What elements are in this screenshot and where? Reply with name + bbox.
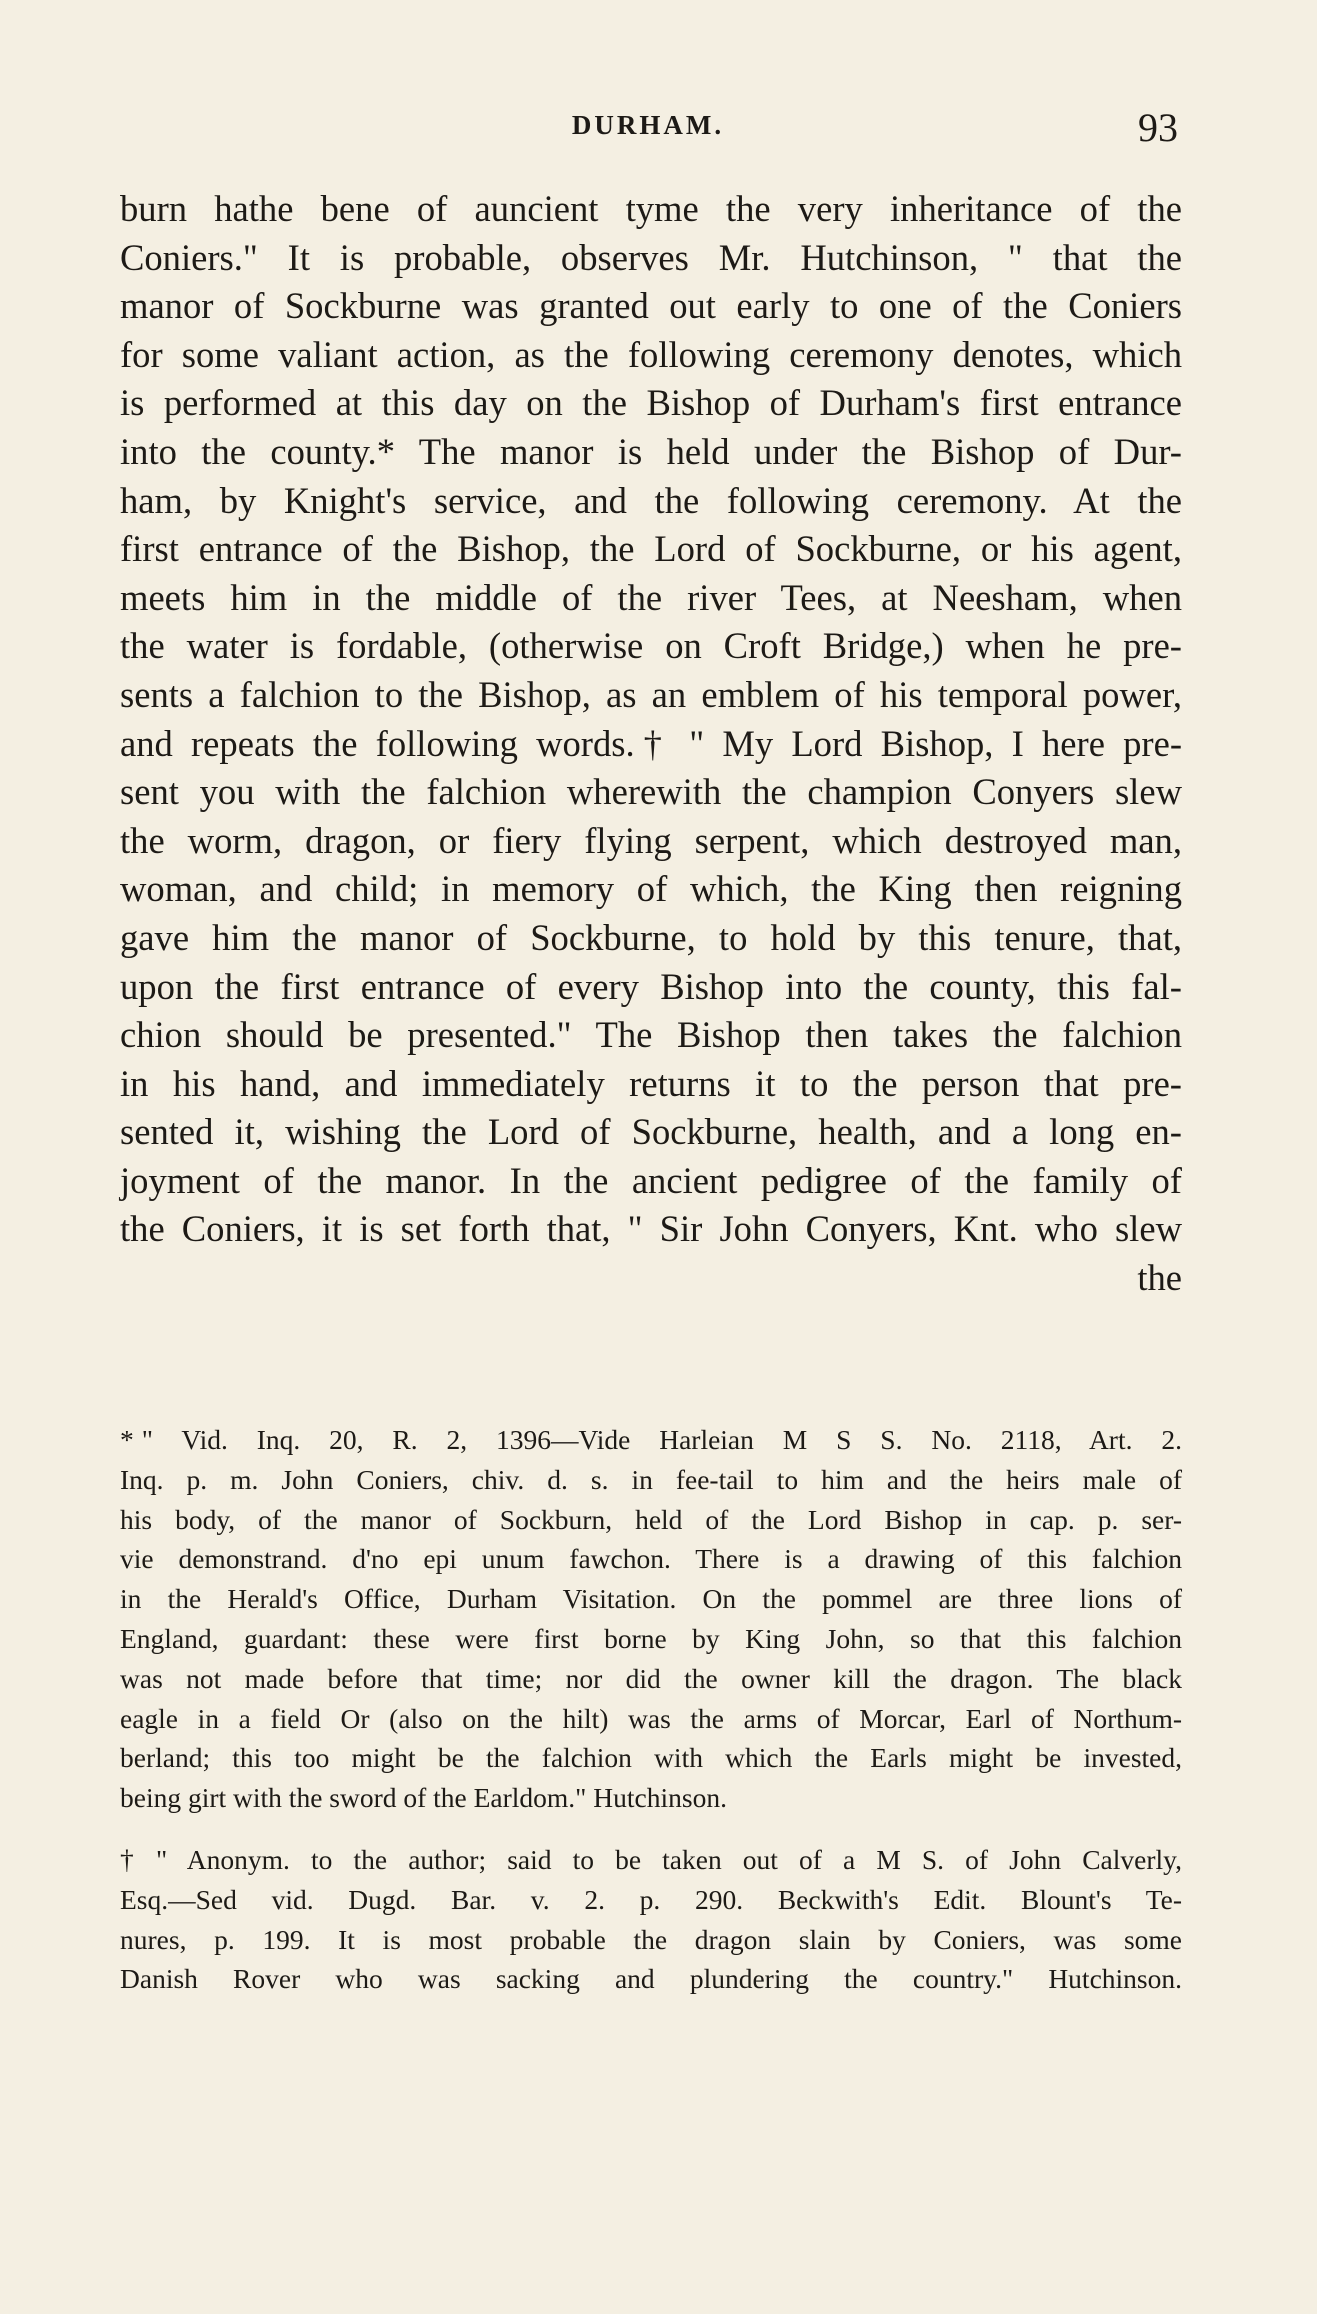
text-line: into the county.* The manor is held under the Bishop of Dur-: [120, 430, 1182, 472]
text-line: the Coniers, it is set forth that, " Sir John Conyers, Knt. who slew: [120, 1208, 1182, 1250]
text-line: for some valiant action, as the following ceremony denotes, which: [120, 333, 1182, 375]
text-line: manor of Sockburne was granted out early to one of the Coniers: [120, 285, 1182, 327]
text-line: gave him the manor of Sockburne, to hold by this tenure, that,: [120, 916, 1182, 958]
footnote-mark: *: [120, 1424, 134, 1455]
text-line: the worm, dragon, or fiery flying serpent, which destroyed man,: [120, 819, 1182, 861]
catchword: the: [1137, 1257, 1182, 1299]
footnote-line: " Anonym. to the author; said to be taken out of a M S. of John Calverly,: [155, 1843, 1182, 1875]
text-line: ham, by Knight's service, and the following ceremony. At the: [120, 479, 1182, 521]
footnote-line: berland; this too might be the falchion with which the Earls might be invested,: [120, 1742, 1182, 1774]
footnote-line: his body, of the manor of Sockburn, held of the Lord Bishop in cap. p. ser-: [120, 1503, 1182, 1535]
text-line: is performed at this day on the Bishop of Durham's first entrance: [120, 382, 1182, 424]
page-header: [0, 105, 1317, 150]
footnote-mark: †: [120, 1843, 148, 1875]
text-line: sent you with the falchion wherewith the champion Conyers slew: [120, 771, 1182, 813]
footnote-line: Danish Rover who was sacking and plundering the country." Hutchinson.: [120, 1963, 1182, 1995]
text-line: meets him in the middle of the river Tees, at Neesham, when: [120, 576, 1182, 618]
text-line: the water is fordable, (otherwise on Croft Bridge,) when he pre-: [120, 625, 1182, 667]
footnote-line: nures, p. 199. It is most probable the dragon slain by Coniers, was some: [120, 1923, 1182, 1955]
text-line: woman, and child; in memory of which, the King then reigning: [120, 868, 1182, 910]
text-line: joyment of the manor. In the ancient pedigree of the family of: [120, 1159, 1182, 1201]
text-line: first entrance of the Bishop, the Lord of Sockburne, or his agent,: [120, 528, 1182, 570]
text-line: upon the first entrance of every Bishop into the county, this fal-: [120, 965, 1182, 1007]
footnotes: [120, 1420, 1182, 2021]
footnote-line: Esq.—Sed vid. Dugd. Bar. v. 2. p. 290. Beckwith's Edit. Blount's Te-: [120, 1883, 1182, 1915]
footnote-line: " Vid. Inq. 20, R. 2, 1396—Vide Harleian M S S. No. 2118, Art. 2.: [141, 1424, 1182, 1455]
text-line: sents a falchion to the Bishop, as an emblem of his temporal power,: [120, 673, 1182, 715]
footnote-line: England, guardant: these were first borne by King John, so that this falchion: [120, 1622, 1182, 1654]
footnote-line: Inq. p. m. John Coniers, chiv. d. s. in fee-tail to him and the heirs male of: [120, 1463, 1182, 1495]
footnote-line: was not made before that time; nor did the owner kill the dragon. The black: [120, 1662, 1182, 1694]
running-head: DURHAM.: [571, 110, 725, 140]
text-line: sented it, wishing the Lord of Sockburne, health, and a long en-: [120, 1111, 1182, 1153]
page-number: 93: [1138, 105, 1178, 150]
footnote-line: being girt with the sword of the Earldom." Hutchinson.: [120, 1782, 727, 1814]
text-line: and repeats the following words.† " My Lord Bishop, I here pre-: [120, 722, 1182, 764]
text-line: burn hathe bene of auncient tyme the very inheritance of the: [120, 188, 1182, 229]
text-line: Coniers." It is probable, observes Mr. Hutchinson, " that the: [120, 236, 1182, 278]
footnote-line: in the Herald's Office, Durham Visitation. On the pommel are three lions of: [120, 1583, 1182, 1615]
footnote-line: vie demonstrand. d'no epi unum fawchon. There is a drawing of this falchion: [120, 1543, 1182, 1575]
footnote-dagger: [120, 1840, 1182, 1999]
text-line: chion should be presented." The Bishop then takes the falchion: [120, 1014, 1182, 1056]
footnote-asterisk: [120, 1420, 1182, 1818]
main-text: [120, 185, 1182, 1303]
text-line: in his hand, and immediately returns it to the person that pre-: [120, 1062, 1182, 1104]
footnote-line: eagle in a field Or (also on the hilt) was the arms of Morcar, Earl of Northum-: [120, 1702, 1182, 1734]
